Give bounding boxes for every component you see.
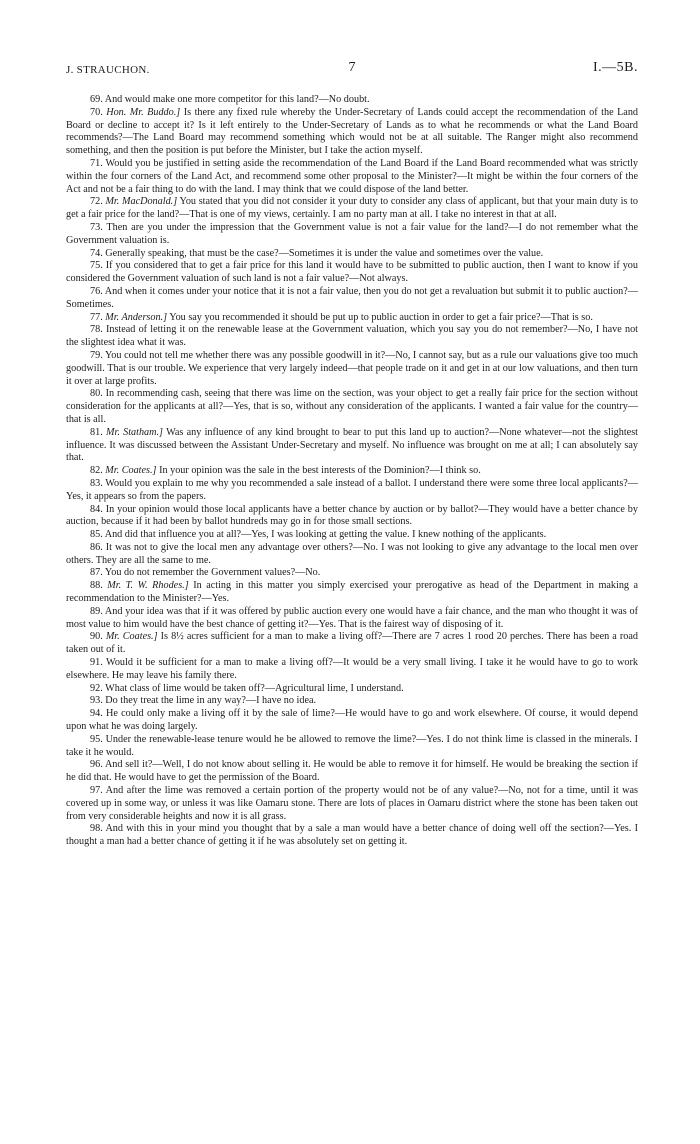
question-number: 75. <box>90 260 103 272</box>
question-number: 73. <box>90 221 103 233</box>
question-paragraph <box>66 708 638 734</box>
question-paragraph <box>66 312 638 325</box>
question-number: 83. <box>90 477 103 489</box>
question-paragraph <box>66 158 638 196</box>
header-page-number: 7 <box>348 60 356 75</box>
question-number: 71. <box>90 157 103 169</box>
question-number: 69. <box>90 94 103 105</box>
speaker-name: Mr. Statham.] <box>106 426 164 438</box>
question-number: 86. <box>90 541 103 553</box>
question-paragraph <box>66 286 638 312</box>
question-text: Is 8½ acres sufficient for a man to make a living off?—There are 7 acres 1 rood 20 perches. There has been a road taken out of it. <box>66 631 639 656</box>
question-text: Was any influence of any kind brought to bear to put this land up to auction?—None whatever—not the slightest influence. It was discussed between the Assistant Under-Secretary and myself. No influence was brought on me at all; I can absolutely say that. <box>66 426 638 464</box>
question-number: 84. <box>90 503 103 515</box>
question-paragraph <box>66 567 638 580</box>
question-number: 85. <box>90 529 103 541</box>
question-number: 93. <box>90 695 103 707</box>
question-number: 95. <box>90 733 103 745</box>
header-doc-ref: I.—5B. <box>593 60 638 75</box>
question-number: 87. <box>90 567 103 579</box>
question-number: 97. <box>90 785 103 797</box>
question-text: You could not tell me whether there was any possible goodwill in it?—No, I cannot say, but as a rule our valuations give too much goodwill. That is our trouble. We experience that very largely indeed—that people trade on it and get in at our low valuations, and then turn it over at large profits. <box>66 349 638 387</box>
question-paragraph <box>66 631 638 657</box>
question-number: 89. <box>90 605 103 617</box>
question-number: 78. <box>90 324 103 336</box>
question-paragraph <box>66 580 638 606</box>
question-paragraph <box>66 324 638 350</box>
question-text: Instead of letting it on the renewable lease at the Government valuation, which you say you do not remember?—No, I have not the slightest idea what it was. <box>66 324 638 349</box>
question-number: 94. <box>90 708 103 720</box>
question-number: 98. <box>90 823 103 835</box>
question-paragraph <box>66 222 638 248</box>
question-text: And after the lime was removed a certain portion of the property would not be of any value?—No, not for a time, until it was covered up in some way, or unless it was like Oamaru stone. There are lots of places in Oamaru district where the stone has been taken out from very considerable heights and now it is all grass. <box>66 785 639 822</box>
question-number: 90. <box>90 631 103 643</box>
question-text: Is there any fixed rule whereby the Under-Secretary of Lands could accept the recommendation of the Land Board or decline to accept it? Is it left entirely to the Under-Secretary of Lands as to what he recommends or what the Land Board recommends?—The Land Board may recommend something which would not be at all suitable. The Ranger might also recommend something, and then the position is put before the Minister, but I take the action myself. <box>66 106 639 157</box>
question-text: And did that influence you at all?—Yes, I was looking at getting the value. I knew nothing of the applicants. <box>104 529 547 541</box>
question-text: In your opinion was the sale in the best interests of the Dominion?—I think so. <box>159 465 481 477</box>
question-paragraph <box>66 196 638 222</box>
question-number: 76. <box>90 285 103 297</box>
question-text: Would it be sufficient for a man to make a living off?—It would be a very small living. I take it he would have to go to work elsewhere. He may leave his family there. <box>66 657 638 681</box>
question-paragraph <box>66 759 638 785</box>
question-paragraph <box>66 529 638 542</box>
question-text: You say you recommended it should be put up to public auction in order to get a fair price?—That is so. <box>169 311 593 323</box>
question-paragraph <box>66 94 638 107</box>
speaker-name: Mr. Coates.] <box>105 631 158 643</box>
speaker-name: Mr. Anderson.] <box>105 311 168 323</box>
question-number: 88. <box>90 580 103 592</box>
question-number: 96. <box>90 759 103 771</box>
question-paragraph <box>66 657 638 683</box>
question-text: In recommending cash, seeing that there was lime on the section, was your object to get a really fair price for the section without consideration for the applicants at all?—Yes, that is so, without any consideration of the applicants. I wanted a fair value for the country—that is all. <box>66 388 638 425</box>
question-text: And when it comes under your notice that it is not a fair value, then you do not get a revaluation but submit it to public auction?—Sometimes. <box>66 285 638 310</box>
question-text: Generally speaking, that must be the case?—Sometimes it is under the value and sometimes over the value. <box>105 247 544 259</box>
question-paragraph <box>66 683 638 696</box>
question-number: 74. <box>90 247 103 259</box>
question-number: 70. <box>90 106 103 118</box>
question-paragraph <box>66 542 638 568</box>
question-text: What class of lime would be taken off?—Agricultural lime, I understand. <box>105 682 404 694</box>
question-number: 92. <box>90 682 103 694</box>
question-paragraph <box>66 388 638 426</box>
question-paragraph <box>66 350 638 388</box>
question-text: It was not to give the local men any advantage over others?—No. I was not looking to give any advantage to the local men over others. They are all the same to me. <box>66 541 639 566</box>
evidence-body <box>66 94 638 849</box>
question-text: And your idea was that if it was offered by public auction every one would have a fair chance, and the man who thought it was of most value to him would have the best chance of getting it?—Yes. That is the fairest way of disposing of it. <box>66 605 639 630</box>
question-text: Would you be justified in setting aside the recommendation of the Land Board if the Land Board recommended what was strictly within the four corners of the Land Act, and recommend some other proposal to the Minister?—It might be within the four corners of the Act and not be a fair thing to do with the land. I may think that we could dispose of the land better. <box>66 157 638 195</box>
page-header <box>66 62 638 78</box>
speaker-name: Mr. MacDonald.] <box>105 196 178 208</box>
question-text: And would make one more competitor for this land?—No doubt. <box>104 94 370 105</box>
speaker-name: Hon. Mr. Buddo.] <box>106 106 181 118</box>
question-text: Would you explain to me why you recommended a sale instead of a ballot. I understand there were some three local applicants?—Yes, it appears so from the papers. <box>66 477 638 502</box>
question-paragraph <box>66 785 638 823</box>
question-text: In your opinion would those local applicants have a better chance by auction or by ballot?—They would have a better chance by auction, because if it had been by ballot hundreds may go in for those small sections. <box>66 503 638 528</box>
question-number: 77. <box>90 311 103 323</box>
question-text: Then are you under the impression that the Government value is not a fair value for the land?—I do not remember what the Government valuation is. <box>66 221 638 246</box>
question-text: You stated that you did not consider it your duty to consider any class of applicant, but that your main duty is to get a fair price for the land?—That is one of my views, certainly. I am no party man at all. I take no interest in that at all. <box>66 196 639 221</box>
question-number: 72. <box>90 196 103 208</box>
question-paragraph <box>66 465 638 478</box>
speaker-name: Mr. Coates.] <box>105 465 157 477</box>
question-paragraph <box>66 107 638 158</box>
question-number: 91. <box>90 657 103 669</box>
question-paragraph <box>66 606 638 632</box>
question-paragraph <box>66 504 638 530</box>
question-paragraph <box>66 427 638 465</box>
question-text: Do they treat the lime in any way?—I have no idea. <box>105 695 317 707</box>
question-text: In acting in this matter you simply exercised your prerogative as head of the Department in making a recommendation to the Minister?—Yes. <box>66 580 639 605</box>
question-number: 81. <box>90 426 103 438</box>
question-paragraph <box>66 478 638 504</box>
question-text: And sell it?—Well, I do not know about selling it. He would be able to remove it for himself. He would be breaking the section if he did that. He would have to get the permission of the Board. <box>66 759 638 784</box>
header-author: J. STRAUCHON. <box>66 64 150 76</box>
question-text: He could only make a living off it by the sale of lime?—He would have to go and work elsewhere. Of course, it would depend upon what he was doing largely. <box>66 708 638 733</box>
speaker-name: Mr. T. W. Rhodes.] <box>107 580 189 592</box>
question-number: 80. <box>90 388 103 400</box>
question-text: And with this in your mind you thought that by a sale a man would have a better chance of doing well off the section?—Yes. I thought a man had a better chance of getting it if he was absolutely set on getting it. <box>66 823 638 848</box>
question-text: Under the renewable-lease tenure would he be allowed to remove the lime?—Yes. I do not think lime is classed in the minerals. I take it he would. <box>66 733 639 758</box>
question-paragraph <box>66 823 638 849</box>
question-number: 79. <box>90 349 103 361</box>
question-paragraph <box>66 248 638 261</box>
question-text: If you considered that to get a fair price for this land it would have to be submitted to public auction, then I want to know if you considered the Government valuation of such land is not a fair value?—Not always. <box>66 260 638 285</box>
question-paragraph <box>66 260 638 286</box>
question-number: 82. <box>90 465 103 477</box>
question-paragraph <box>66 695 638 708</box>
question-paragraph <box>66 734 638 760</box>
question-text: You do not remember the Government values?—No. <box>104 567 321 579</box>
